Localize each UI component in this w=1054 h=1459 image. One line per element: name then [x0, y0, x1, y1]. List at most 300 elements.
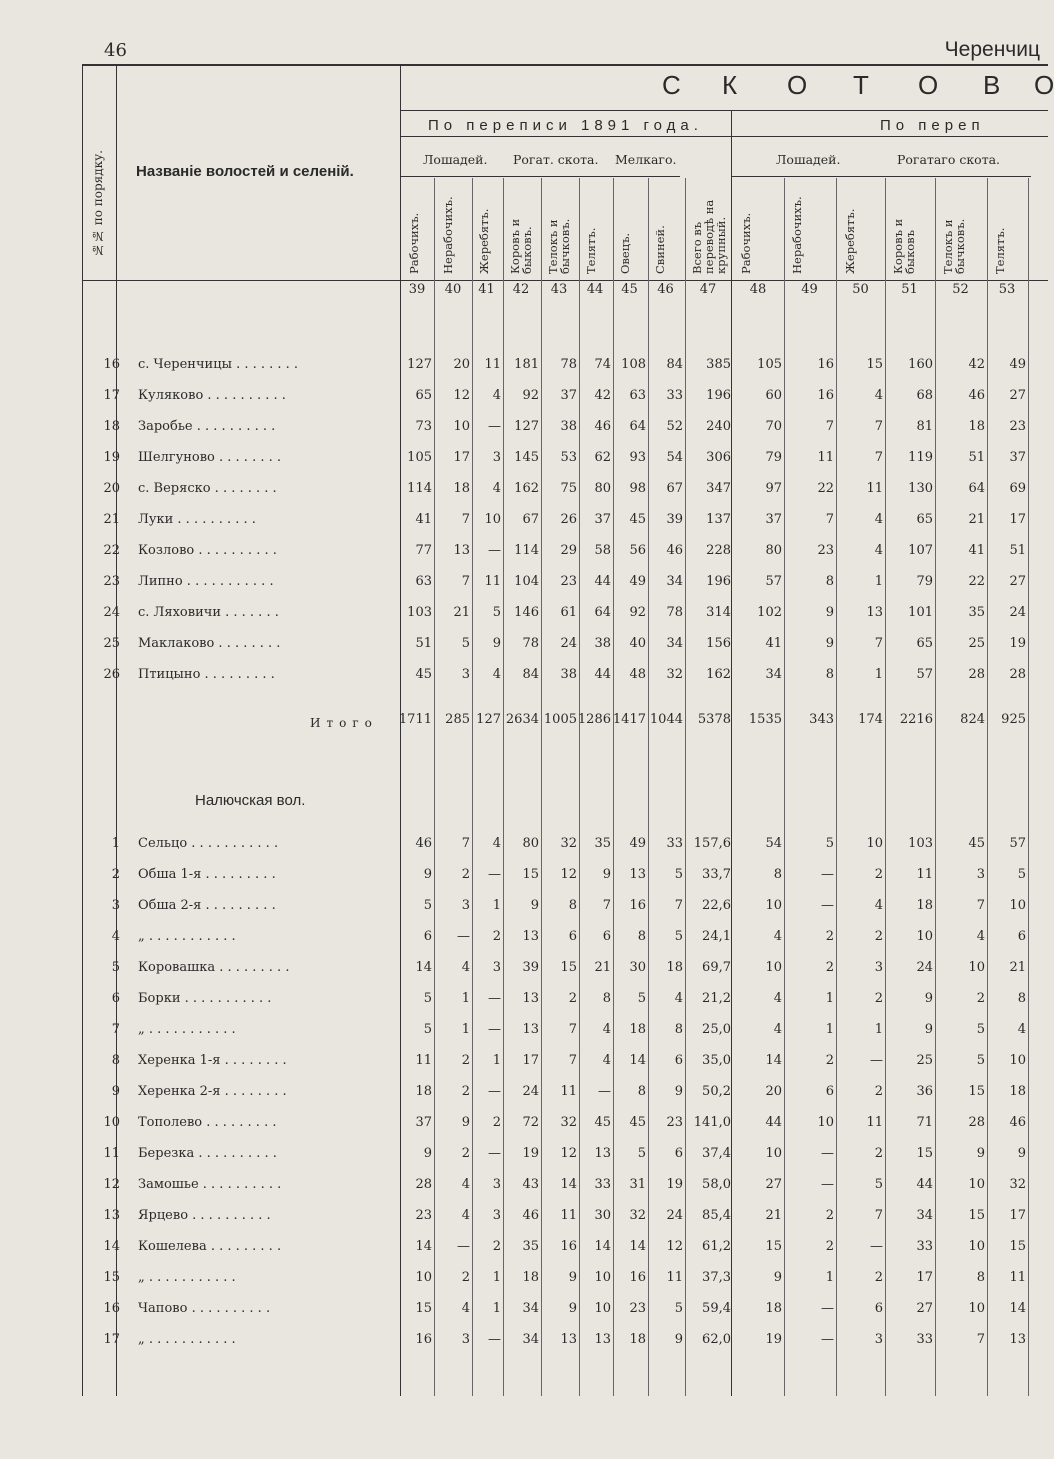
- cell-value: 51: [968, 450, 985, 465]
- cell-value: 46: [666, 543, 683, 558]
- cell-value: 16: [629, 898, 646, 913]
- cell-value: 35: [968, 605, 985, 620]
- cell-value: 70: [765, 419, 782, 434]
- itogo-value: 1044: [649, 712, 683, 727]
- cell-value: 5: [423, 991, 432, 1006]
- cell-value: 63: [629, 388, 646, 403]
- cell-value: 2: [825, 1239, 834, 1254]
- cell-value: 34: [522, 1301, 539, 1316]
- cell-value: 33: [594, 1177, 611, 1192]
- table-row: [0, 1239, 1048, 1259]
- sub-header: Жеребятъ.: [477, 208, 491, 274]
- cell-value: 2: [874, 1146, 883, 1161]
- cell-value: 64: [594, 605, 611, 620]
- village-name: Обша 1-я . . . . . . . . .: [138, 867, 276, 882]
- cell-value: 7: [461, 836, 470, 851]
- cell-value: 9: [674, 1084, 683, 1099]
- header-bottom-rule: [82, 280, 1048, 281]
- cell-value: 13: [866, 605, 883, 620]
- cell-value: 4: [602, 1053, 611, 1068]
- cell-value: 13: [560, 1332, 577, 1347]
- village-name: Чапово . . . . . . . . . .: [138, 1301, 271, 1316]
- cell-value: 11: [916, 867, 933, 882]
- cell-value: 79: [765, 450, 782, 465]
- cell-value: 46: [415, 836, 432, 851]
- table-row: [0, 357, 1048, 377]
- cell-value: 18: [522, 1270, 539, 1285]
- cell-value: 92: [629, 605, 646, 620]
- row-number: 18: [103, 419, 120, 434]
- row-number: 20: [103, 481, 120, 496]
- cell-value: 4: [492, 388, 501, 403]
- table-row: [0, 1084, 1048, 1104]
- cell-value: 33: [916, 1239, 933, 1254]
- cell-value: 8: [637, 929, 646, 944]
- cell-value: 4: [874, 388, 883, 403]
- cell-value: 67: [666, 481, 683, 496]
- table-row: [0, 450, 1048, 470]
- cell-value: 37,3: [702, 1270, 731, 1285]
- village-name: Ярцево . . . . . . . . . .: [138, 1208, 271, 1223]
- village-name: „ . . . . . . . . . . .: [138, 1332, 236, 1347]
- cell-value: 5: [423, 1022, 432, 1037]
- cell-value: —: [457, 1239, 470, 1254]
- cell-value: 11: [484, 574, 501, 589]
- cell-value: 80: [765, 543, 782, 558]
- column-number: 50: [852, 282, 869, 297]
- group-cattle-2: Рогатаго скота.: [897, 152, 1001, 167]
- cell-value: 1: [825, 1270, 834, 1285]
- cell-value: 5: [637, 1146, 646, 1161]
- column-number: 40: [444, 282, 462, 297]
- cell-value: 15: [866, 357, 883, 372]
- cell-value: 10: [415, 1270, 432, 1285]
- cell-value: 119: [908, 450, 933, 465]
- cell-value: 17: [1009, 512, 1026, 527]
- table-row: [0, 419, 1048, 439]
- cell-value: 3: [492, 450, 501, 465]
- cell-value: —: [870, 1053, 883, 1068]
- cell-value: 30: [629, 960, 646, 975]
- cell-value: 9: [674, 1332, 683, 1347]
- cell-value: 27: [765, 1177, 782, 1192]
- cell-value: 114: [514, 543, 539, 558]
- cell-value: 28: [968, 1115, 985, 1130]
- group-horses: Лошадей.: [423, 152, 488, 167]
- row-number: 21: [103, 512, 120, 527]
- cell-value: 28: [968, 667, 985, 682]
- cell-value: 51: [1009, 543, 1026, 558]
- cell-value: 9: [602, 867, 611, 882]
- cell-value: 84: [522, 667, 539, 682]
- cell-value: —: [821, 898, 834, 913]
- sub-header: Телятъ.: [584, 227, 598, 274]
- table-row: [0, 867, 1048, 887]
- itogo-value: 1005: [543, 712, 577, 727]
- cell-value: 50,2: [702, 1084, 731, 1099]
- row-number: 16: [103, 1301, 120, 1316]
- cell-value: 2: [461, 1270, 470, 1285]
- cell-value: 23: [666, 1115, 683, 1130]
- cell-value: 9: [825, 636, 834, 651]
- cell-value: 1: [825, 1022, 834, 1037]
- title-letter: О: [1034, 70, 1054, 100]
- cell-value: 49: [629, 574, 646, 589]
- cell-value: 104: [514, 574, 539, 589]
- cell-value: 38: [560, 667, 577, 682]
- cell-value: 92: [522, 388, 539, 403]
- cell-value: 41: [968, 543, 985, 558]
- cell-value: 12: [560, 1146, 577, 1161]
- cell-value: 67: [522, 512, 539, 527]
- cell-value: 44: [916, 1177, 933, 1192]
- cell-value: 34: [765, 667, 782, 682]
- cell-value: 22: [817, 481, 834, 496]
- cell-value: 29: [560, 543, 577, 558]
- cell-value: 72: [522, 1115, 539, 1130]
- cell-value: 3: [461, 898, 470, 913]
- cell-value: 39: [522, 960, 539, 975]
- title-under-rule: [400, 110, 1048, 111]
- cell-value: 62: [594, 450, 611, 465]
- cell-value: 102: [757, 605, 782, 620]
- cell-value: —: [598, 1084, 611, 1099]
- cell-value: 11: [560, 1208, 577, 1223]
- cell-value: 8: [976, 1270, 985, 1285]
- column-number: 48: [749, 282, 767, 297]
- cell-value: 35: [594, 836, 611, 851]
- row-number: 19: [103, 450, 120, 465]
- sub-header: Овецъ.: [618, 232, 632, 274]
- title-letter: С: [662, 70, 681, 100]
- cell-value: 19: [522, 1146, 539, 1161]
- cell-value: —: [488, 1146, 501, 1161]
- cell-value: 6: [1017, 929, 1026, 944]
- cell-value: 10: [765, 1146, 782, 1161]
- cell-value: 53: [560, 450, 577, 465]
- cell-value: 14: [1009, 1301, 1026, 1316]
- cell-value: 45: [594, 1115, 611, 1130]
- cell-value: 2: [461, 867, 470, 882]
- cell-value: 2: [461, 1146, 470, 1161]
- cell-value: 9: [423, 867, 432, 882]
- cell-value: 25,0: [702, 1022, 731, 1037]
- cell-value: 97: [765, 481, 782, 496]
- cell-value: 4: [602, 1022, 611, 1037]
- page-number: 46: [104, 40, 127, 61]
- cell-value: 10: [594, 1301, 611, 1316]
- column-number: 51: [901, 282, 918, 297]
- cell-value: 9: [924, 991, 933, 1006]
- table-row: [0, 1270, 1048, 1290]
- cell-value: 103: [407, 605, 432, 620]
- village-name: с. Ляховичи . . . . . . .: [138, 605, 279, 620]
- cell-value: 15: [968, 1084, 985, 1099]
- itogo-value: 174: [858, 712, 883, 727]
- cell-value: 34: [916, 1208, 933, 1223]
- cell-value: 65: [415, 388, 432, 403]
- cell-value: 46: [968, 388, 985, 403]
- cell-value: 2: [874, 1084, 883, 1099]
- table-row: [0, 388, 1048, 408]
- itogo-value: 1286: [577, 712, 611, 727]
- cell-value: 52: [666, 419, 683, 434]
- cell-value: 5: [976, 1022, 985, 1037]
- sub-header: Телокъ и бычковъ.: [546, 218, 572, 274]
- cell-value: 4: [1017, 1022, 1026, 1037]
- cell-value: 25: [968, 636, 985, 651]
- cell-value: 21,2: [702, 991, 731, 1006]
- cell-value: 7: [602, 898, 611, 913]
- table-row: [0, 605, 1048, 625]
- cell-value: 14: [594, 1239, 611, 1254]
- cell-value: 32: [560, 836, 577, 851]
- cell-value: 9: [773, 1270, 782, 1285]
- village-name: Сельцо . . . . . . . . . . .: [138, 836, 279, 851]
- table-row: [0, 636, 1048, 656]
- cell-value: 7: [976, 1332, 985, 1347]
- cell-value: 8: [602, 991, 611, 1006]
- cell-value: 75: [560, 481, 577, 496]
- cell-value: 10: [968, 960, 985, 975]
- cell-value: 196: [706, 574, 731, 589]
- cell-value: 61,2: [702, 1239, 731, 1254]
- column-number: 49: [801, 282, 818, 297]
- title-letter: О: [787, 70, 808, 100]
- cell-value: 54: [666, 450, 683, 465]
- cell-value: —: [488, 991, 501, 1006]
- cell-value: 3: [874, 1332, 883, 1347]
- cell-value: 54: [765, 836, 782, 851]
- cell-value: 44: [594, 574, 611, 589]
- cell-value: 15: [560, 960, 577, 975]
- cell-value: 80: [594, 481, 611, 496]
- cell-value: 1: [874, 667, 883, 682]
- cell-value: 114: [407, 481, 432, 496]
- cell-value: 62,0: [702, 1332, 731, 1347]
- cell-value: 19: [765, 1332, 782, 1347]
- group-under-rule: [400, 176, 680, 177]
- title-letter: О: [918, 70, 939, 100]
- cell-value: 7: [874, 450, 883, 465]
- cell-value: 84: [666, 357, 683, 372]
- cell-value: —: [488, 1084, 501, 1099]
- village-name: с. Веряско . . . . . . . .: [138, 481, 277, 496]
- cell-value: 2: [461, 1084, 470, 1099]
- cell-value: 37: [765, 512, 782, 527]
- cell-value: 57: [1009, 836, 1026, 851]
- cell-value: 18: [629, 1022, 646, 1037]
- census-under-rule: [400, 136, 1048, 137]
- cell-value: 33: [666, 388, 683, 403]
- cell-value: 3: [976, 867, 985, 882]
- cell-value: 9: [976, 1146, 985, 1161]
- cell-value: 162: [514, 481, 539, 496]
- cell-value: 46: [1009, 1115, 1026, 1130]
- row-number: 26: [103, 667, 120, 682]
- cell-value: 4: [461, 1208, 470, 1223]
- cell-value: 64: [968, 481, 985, 496]
- cell-value: 5: [637, 991, 646, 1006]
- row-number: 13: [103, 1208, 120, 1223]
- column-number: 45: [621, 282, 638, 297]
- cell-value: 5: [674, 929, 683, 944]
- cell-value: 12: [666, 1239, 683, 1254]
- cell-value: 5: [874, 1177, 883, 1192]
- cell-value: 34: [666, 574, 683, 589]
- cell-value: 78: [560, 357, 577, 372]
- row-number: 15: [103, 1270, 120, 1285]
- cell-value: 49: [629, 836, 646, 851]
- cell-value: 9: [924, 1022, 933, 1037]
- cell-value: 6: [602, 929, 611, 944]
- cell-value: 10: [968, 1177, 985, 1192]
- cell-value: 74: [594, 357, 611, 372]
- itogo-value: 5378: [697, 712, 731, 727]
- cell-value: 15: [968, 1208, 985, 1223]
- cell-value: 11: [560, 1084, 577, 1099]
- cell-value: 80: [522, 836, 539, 851]
- cell-value: —: [488, 867, 501, 882]
- itogo-value: 285: [445, 712, 470, 727]
- cell-value: 58,0: [702, 1177, 731, 1192]
- cell-value: 13: [594, 1146, 611, 1161]
- row-number: 11: [103, 1146, 120, 1161]
- group-small: Мелкаго.: [615, 152, 677, 167]
- cell-value: 7: [674, 898, 683, 913]
- cell-value: 73: [415, 419, 432, 434]
- cell-value: 17: [453, 450, 470, 465]
- column-number: 42: [512, 282, 530, 297]
- row-number: 4: [111, 929, 120, 944]
- cell-value: 44: [594, 667, 611, 682]
- cell-value: 14: [765, 1053, 782, 1068]
- cell-value: 14: [415, 960, 432, 975]
- village-name: Обша 2-я . . . . . . . . .: [138, 898, 276, 913]
- cell-value: 8: [773, 867, 782, 882]
- village-name: Липно . . . . . . . . . . .: [138, 574, 274, 589]
- cell-value: 24: [560, 636, 577, 651]
- itogo-value: 925: [1001, 712, 1026, 727]
- cell-value: 21: [968, 512, 985, 527]
- cell-value: 2: [825, 960, 834, 975]
- cell-value: 4: [492, 836, 501, 851]
- cell-value: 78: [522, 636, 539, 651]
- cell-value: 36: [916, 1084, 933, 1099]
- group-under-rule-2: [731, 176, 1031, 177]
- cell-value: 77: [415, 543, 432, 558]
- cell-value: 9: [461, 1115, 470, 1130]
- cell-value: 46: [522, 1208, 539, 1223]
- col-no-header: №№ по порядку.: [91, 150, 105, 258]
- row-number: 5: [111, 960, 120, 975]
- cell-value: 156: [706, 636, 731, 651]
- village-name: Шелгуново . . . . . . . .: [138, 450, 281, 465]
- cell-value: 60: [765, 388, 782, 403]
- cell-value: 13: [522, 929, 539, 944]
- cell-value: 3: [461, 1332, 470, 1347]
- cell-value: 141,0: [693, 1115, 731, 1130]
- cell-value: 24,1: [702, 929, 731, 944]
- cell-value: 1: [492, 1270, 501, 1285]
- row-number: 17: [103, 388, 120, 403]
- cell-value: 2: [976, 991, 985, 1006]
- itogo-value: 1535: [748, 712, 782, 727]
- cell-value: 18: [415, 1084, 432, 1099]
- cell-value: 11: [1009, 1270, 1026, 1285]
- cell-value: 57: [765, 574, 782, 589]
- row-number: 2: [111, 867, 120, 882]
- cell-value: 37: [560, 388, 577, 403]
- cell-value: 18: [1009, 1084, 1026, 1099]
- table-row: [0, 1177, 1048, 1197]
- cell-value: 98: [629, 481, 646, 496]
- cell-value: 8: [825, 667, 834, 682]
- cell-value: 28: [1009, 667, 1026, 682]
- cell-value: 10: [968, 1239, 985, 1254]
- cell-value: 1: [492, 898, 501, 913]
- cell-value: 24: [666, 1208, 683, 1223]
- cell-value: 21: [765, 1208, 782, 1223]
- row-number: 6: [111, 991, 120, 1006]
- cell-value: 4: [874, 543, 883, 558]
- cell-value: 58: [594, 543, 611, 558]
- cell-value: 41: [415, 512, 432, 527]
- cell-value: 16: [629, 1270, 646, 1285]
- cell-value: 8: [1017, 991, 1026, 1006]
- cell-value: 10: [817, 1115, 834, 1130]
- itogo-value: 1711: [398, 712, 432, 727]
- cell-value: 22,6: [702, 898, 731, 913]
- cell-value: 15: [522, 867, 539, 882]
- cell-value: —: [821, 1332, 834, 1347]
- cell-value: 18: [765, 1301, 782, 1316]
- cell-value: 69,7: [702, 960, 731, 975]
- cell-value: 37: [1009, 450, 1026, 465]
- cell-value: 26: [560, 512, 577, 527]
- village-name: Херенка 1-я . . . . . . . .: [138, 1053, 287, 1068]
- row-number: 7: [111, 1022, 120, 1037]
- table-row: [0, 1301, 1048, 1321]
- cell-value: 9: [423, 1146, 432, 1161]
- sub-header: Жеребятъ.: [843, 208, 857, 274]
- itogo-value: 2216: [899, 712, 933, 727]
- cell-value: 196: [706, 388, 731, 403]
- cell-value: 5: [976, 1053, 985, 1068]
- cell-value: 27: [916, 1301, 933, 1316]
- cell-value: 101: [908, 605, 933, 620]
- cell-value: 157,6: [693, 836, 731, 851]
- row-number: 22: [103, 543, 120, 558]
- cell-value: 7: [874, 1208, 883, 1223]
- census-split-rule: [731, 111, 732, 1396]
- cell-value: 13: [594, 1332, 611, 1347]
- cell-value: 40: [629, 636, 646, 651]
- cell-value: 24: [522, 1084, 539, 1099]
- cell-value: 34: [522, 1332, 539, 1347]
- cell-value: —: [457, 929, 470, 944]
- cell-value: 2: [825, 1053, 834, 1068]
- itogo-value: 824: [960, 712, 985, 727]
- cell-value: 46: [594, 419, 611, 434]
- cell-value: 2: [874, 1270, 883, 1285]
- cell-value: 1: [874, 574, 883, 589]
- cell-value: —: [488, 1332, 501, 1347]
- cell-value: 68: [916, 388, 933, 403]
- cell-value: 65: [916, 512, 933, 527]
- cell-value: 24: [1009, 605, 1026, 620]
- cell-value: 146: [514, 605, 539, 620]
